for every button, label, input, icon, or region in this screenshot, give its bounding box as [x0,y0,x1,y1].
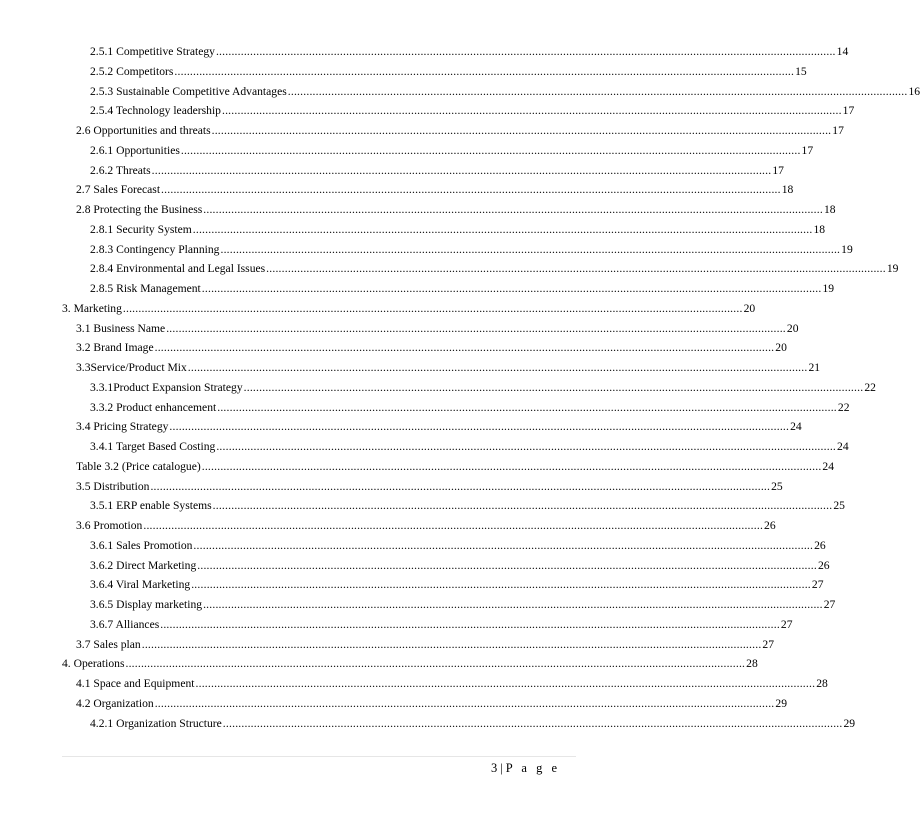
toc-entry-title: 2.5.3 Sustainable Competitive Advantages [90,85,287,98]
toc-entry[interactable] [76,474,783,494]
toc-dot-leader: ........................................................................................................................................................................................................ [201,282,822,295]
toc-entry-title: Product Expansion Strategy [113,381,243,394]
toc-dot-leader: ........................................................................................................................................................................................................ [287,85,908,98]
toc-entry-title: 3.6.7 Alliances [90,618,160,631]
toc-entry[interactable] [90,276,835,296]
toc-dot-leader: ........................................................................................................................................................................................................ [122,302,743,315]
toc-entry-title: 2.5.2 Competitors [90,65,174,78]
toc-dot-leader: ........................................................................................................................................................................................................ [192,223,813,236]
toc-entry-number: 3.3 [76,361,91,374]
toc-entry-title: 3.6.5 Display marketing [90,598,203,611]
toc-dot-leader: ........................................................................................................................................................................................................ [215,45,836,58]
toc-entry-title: 2.8 Protecting the Business [76,203,203,216]
toc-entry-page-number: 29 [843,717,856,730]
toc-dot-leader: ........................................................................................................................................................................................................ [203,203,823,216]
toc-entry[interactable] [76,197,836,217]
toc-entry-number: 3.3.1 [90,381,114,394]
page-footer [491,760,560,776]
toc-entry[interactable] [76,316,799,336]
toc-entry-title: 3.5 Distribution [76,480,150,493]
toc-entry-page-number: 27 [823,598,836,611]
toc-entry[interactable] [90,572,824,592]
toc-entry-page-number: 29 [775,697,787,710]
toc-entry[interactable] [90,217,826,237]
toc-entry-title: 2.5.1 Competitive Strategy [90,45,215,58]
toc-entry[interactable] [62,651,758,671]
toc-dot-leader: ........................................................................................................................................................................................................ [221,104,842,117]
toc-entry-title: 4. Operations [62,657,125,670]
toc-entry-page-number: 24 [837,440,849,453]
toc-entry[interactable] [90,612,793,632]
toc-entry-title: Table 3.2 (Price catalogue) [76,460,201,473]
toc-entry-page-number: 28 [746,657,758,670]
toc-dot-leader: ........................................................................................................................................................................................................ [222,717,843,730]
footer-page-number: 3 [491,761,498,775]
toc-entry[interactable] [90,59,807,79]
toc-entry-page-number: 27 [780,618,793,631]
toc-dot-leader: ........................................................................................................................................................................................................ [143,519,764,532]
toc-entry-title: 3.6.1 Sales Promotion [90,539,193,552]
toc-entry[interactable] [76,454,835,474]
toc-entry[interactable] [76,691,787,711]
toc-entry-page-number: 17 [842,104,855,117]
toc-entry-title: 2.8.1 Security System [90,223,192,236]
toc-entry-page-number: 18 [823,203,836,216]
toc-entry-page-number: 14 [836,45,849,58]
toc-dot-leader: ........................................................................................................................................................................................................ [154,697,775,710]
toc-entry-title: 2.8.5 Risk Management [90,282,201,295]
toc-dot-leader: ........................................................................................................................................................................................................ [180,144,801,157]
footer-divider [62,756,576,757]
toc-entry[interactable] [76,335,787,355]
toc-dot-leader: ........................................................................................................................................................................................................ [174,65,795,78]
toc-entry-page-number: 22 [837,401,850,414]
toc-dot-leader: ........................................................................................................................................................................................................ [169,420,790,433]
toc-entry[interactable] [90,98,855,118]
toc-entry-title: 3.6.2 Direct Marketing [90,559,197,572]
toc-entry-page-number: 26 [814,539,826,552]
toc-dot-leader: ........................................................................................................................................................................................................ [160,618,780,631]
toc-entry[interactable] [90,375,876,395]
toc-entry-title: 4.2 Organization [76,697,154,710]
toc-dot-leader: ........................................................................................................................................................................................................ [217,401,837,414]
toc-dot-leader: ........................................................................................................................................................................................................ [191,578,811,591]
toc-dot-leader: ........................................................................................................................................................................................................ [187,361,808,374]
toc-entry-title: 2.8.3 Contingency Planning [90,243,220,256]
toc-entry-page-number: 17 [772,164,784,177]
toc-dot-leader: ........................................................................................................................................................................................................ [193,539,814,552]
toc-entry-title: 3.6.4 Viral Marketing [90,578,191,591]
toc-entry-title: 2.6.2 Threats [90,164,151,177]
toc-entry[interactable] [90,79,920,99]
toc-entry[interactable] [76,632,775,652]
toc-entry-page-number: 21 [808,361,821,374]
toc-dot-leader: ........................................................................................................................................................................................................ [203,598,823,611]
toc-dot-leader: ........................................................................................................................................................................................................ [201,460,822,473]
toc-entry-title: 2.6 Opportunities and threats [76,124,211,137]
toc-entry[interactable] [76,355,821,375]
toc-entry-page-number: 20 [775,341,787,354]
toc-entry-page-number: 27 [762,638,775,651]
toc-dot-leader: ........................................................................................................................................................................................................ [150,480,771,493]
toc-entry-title: 4.2.1 Organization Structure [90,717,222,730]
toc-entry[interactable] [76,177,794,197]
toc-entry-title: Service/Product Mix [90,361,187,374]
toc-entry-page-number: 18 [781,183,794,196]
toc-entry-page-number: 17 [832,124,844,137]
toc-entry-page-number: 15 [795,65,807,78]
toc-dot-leader: ........................................................................................................................................................................................................ [166,322,786,335]
toc-entry[interactable] [90,711,856,731]
toc-dot-leader: ........................................................................................................................................................................................................ [216,440,837,453]
toc-entry-page-number: 19 [822,282,835,295]
footer-page-label: P a g e [505,761,560,775]
toc-entry-page-number: 18 [813,223,826,236]
toc-entry[interactable] [90,138,814,158]
toc-entry-page-number: 28 [816,677,828,690]
toc-entry-title: 2.8.4 Environmental and Legal Issues [90,262,266,275]
toc-entry-title: 3.7 Sales plan [76,638,141,651]
toc-dot-leader: ........................................................................................................................................................................................................ [197,559,817,572]
toc-entry[interactable] [90,237,853,257]
toc-dot-leader: ........................................................................................................................................................................................................ [125,657,746,670]
toc-entry-page-number: 22 [864,381,876,394]
toc-dot-leader: ........................................................................................................................................................................................................ [141,638,762,651]
toc-entry[interactable] [90,395,850,415]
toc-entry-title: 3.5.1 ERP enable Systems [90,499,212,512]
toc-entry-page-number: 27 [811,578,824,591]
toc-entry-title: 3. Marketing [62,302,122,315]
toc-entry[interactable] [90,39,849,59]
toc-dot-leader: ........................................................................................................................................................................................................ [211,124,832,137]
toc-entry[interactable] [76,671,828,691]
toc-entry[interactable] [76,118,844,138]
toc-entry[interactable] [90,553,830,573]
toc-dot-leader: ........................................................................................................................................................................................................ [220,243,841,256]
toc-dot-leader: ........................................................................................................................................................................................................ [243,381,864,394]
toc-entry-title: 3.2 Brand Image [76,341,154,354]
toc-entry[interactable] [90,533,826,553]
toc-entry-title: 2.6.1 Opportunities [90,144,180,157]
toc-entry-title: 3.3.2 Product enhancement [90,401,217,414]
toc-entry-title: 4.1 Space and Equipment [76,677,195,690]
toc-entry-title: 3.4 Pricing Strategy [76,420,169,433]
toc-entry-title: 2.5.4 Technology leadership [90,104,221,117]
toc-entry-title: 2.7 Sales Forecast [76,183,161,196]
toc-dot-leader: ........................................................................................................................................................................................................ [212,499,833,512]
toc-entry[interactable] [90,158,784,178]
toc-entry-page-number: 24 [790,420,802,433]
toc-entry-page-number: 25 [771,480,783,493]
toc-entry-title: 3.4.1 Target Based Costing [90,440,216,453]
toc-entry-page-number: 19 [886,262,899,275]
toc-entry-page-number: 19 [841,243,853,256]
toc-entry-page-number: 17 [801,144,814,157]
toc-entry[interactable] [76,414,802,434]
toc-dot-leader: ........................................................................................................................................................................................................ [161,183,781,196]
toc-entry[interactable] [90,592,836,612]
toc-dot-leader: ........................................................................................................................................................................................................ [266,262,886,275]
toc-entry[interactable] [90,256,899,276]
toc-entry-page-number: 26 [817,559,830,572]
toc-entry[interactable] [90,493,845,513]
toc-entry-page-number: 26 [764,519,776,532]
toc-entry-page-number: 25 [833,499,845,512]
toc-entry[interactable] [90,434,849,454]
toc-dot-leader: ........................................................................................................................................................................................................ [195,677,816,690]
toc-entry[interactable] [76,513,776,533]
toc-entry-title: 3.6 Promotion [76,519,143,532]
toc-entry-title: 3.1 Business Name [76,322,166,335]
toc-entry[interactable] [62,296,756,316]
toc-entry-page-number: 16 [908,85,920,98]
toc-dot-leader: ........................................................................................................................................................................................................ [151,164,772,177]
toc-entry-page-number: 24 [822,460,835,473]
toc-dot-leader: ........................................................................................................................................................................................................ [154,341,775,354]
toc-entry-page-number: 20 [786,322,799,335]
footer-separator: | [500,761,503,775]
toc-entry-page-number: 20 [743,302,756,315]
